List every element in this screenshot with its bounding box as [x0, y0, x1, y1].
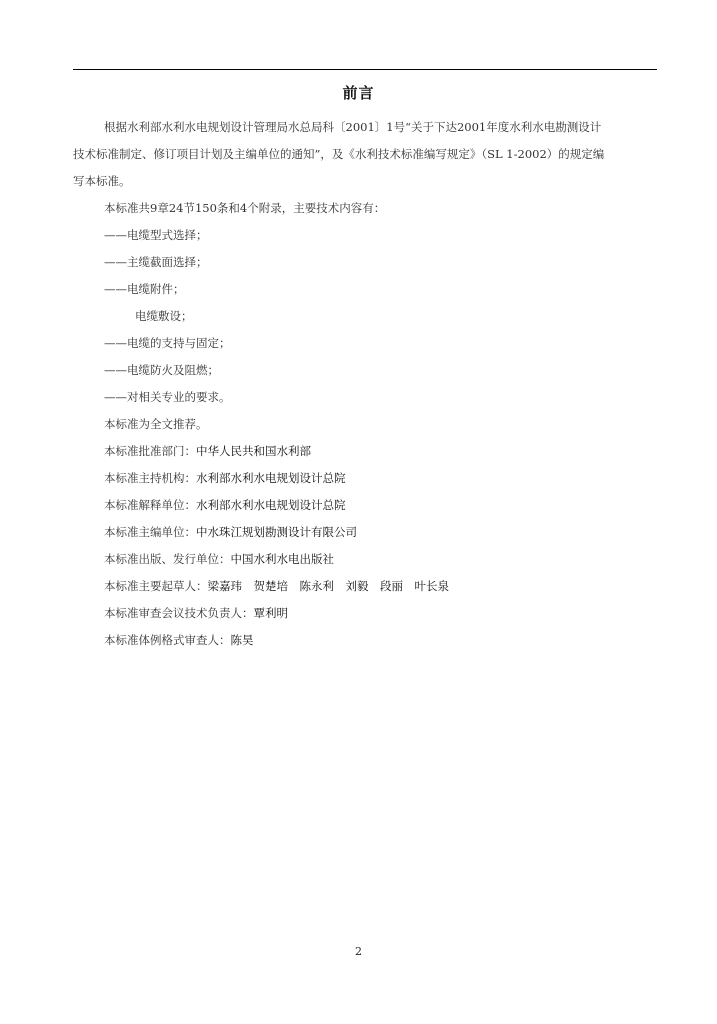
list-item: ——电缆的支持与固定；: [104, 336, 231, 350]
info-row: [104, 438, 656, 465]
list-item: ——电缆附件；: [104, 282, 185, 296]
content-list: [104, 222, 656, 411]
info-label: 本标准审查会议技术负责人：: [104, 606, 254, 620]
recommendation-line: 本标准为全文推荐。: [104, 417, 208, 431]
list-item: ——电缆型式选择；: [104, 228, 208, 242]
info-row: [104, 573, 656, 600]
intro-line-2: 技术标准制定、修订项目计划及主编单位的通知”，及《水利技术标准编写规定》（SL 1-2002）的规定编: [73, 147, 605, 161]
info-row: [104, 492, 656, 519]
info-value: 中华人民共和国水利部: [196, 444, 311, 458]
info-label: 本标准解释单位：: [104, 498, 196, 512]
intro-line-1: 根据水利部水利水电规划设计管理局水总局科〔2001〕1号“关于下达2001年度水利水电勘测设计: [104, 120, 602, 134]
list-item: ——主缆截面选择；: [104, 255, 208, 269]
info-value: 陈昊: [230, 633, 254, 647]
info-row: [104, 519, 656, 546]
summary-line: 本标准共9章24节150条和4个附录，主要技术内容有：: [104, 201, 386, 215]
info-label: 本标准出版、发行单位：: [104, 552, 231, 566]
info-value: 梁嘉玮 贺楚培 陈永利 刘毅 段丽 叶长泉: [207, 579, 449, 593]
info-row: [104, 546, 656, 573]
info-value: 中水珠江规划勘测设计有限公司: [196, 525, 357, 539]
info-value: 水利部水利水电规划设计总院: [196, 471, 346, 485]
info-value: 覃利明: [253, 606, 288, 620]
list-item: ——对相关专业的要求。: [104, 390, 231, 404]
header-rule: [73, 69, 657, 70]
list-item: 电缆敷设；: [135, 309, 193, 323]
info-label: 本标准批准部门：: [104, 444, 196, 458]
info-row: [104, 465, 656, 492]
document-body: [73, 114, 656, 654]
page-number: 2: [355, 945, 362, 958]
info-row: [104, 600, 656, 627]
info-value: 水利部水利水电规划设计总院: [196, 498, 346, 512]
info-value: 中国水利水电出版社: [230, 552, 334, 566]
page-title: 前言: [342, 84, 375, 102]
list-item: ——电缆防火及阻燃；: [104, 363, 219, 377]
info-label: 本标准主编单位：: [104, 525, 196, 539]
info-label: 本标准主持机构：: [104, 471, 196, 485]
intro-line-3: 写本标准。: [73, 174, 131, 188]
info-row: [104, 627, 656, 654]
info-list: [104, 438, 656, 654]
info-label: 本标准体例格式审查人：: [104, 633, 231, 647]
intro-paragraph: [73, 114, 656, 195]
info-label: 本标准主要起草人：: [104, 579, 208, 593]
